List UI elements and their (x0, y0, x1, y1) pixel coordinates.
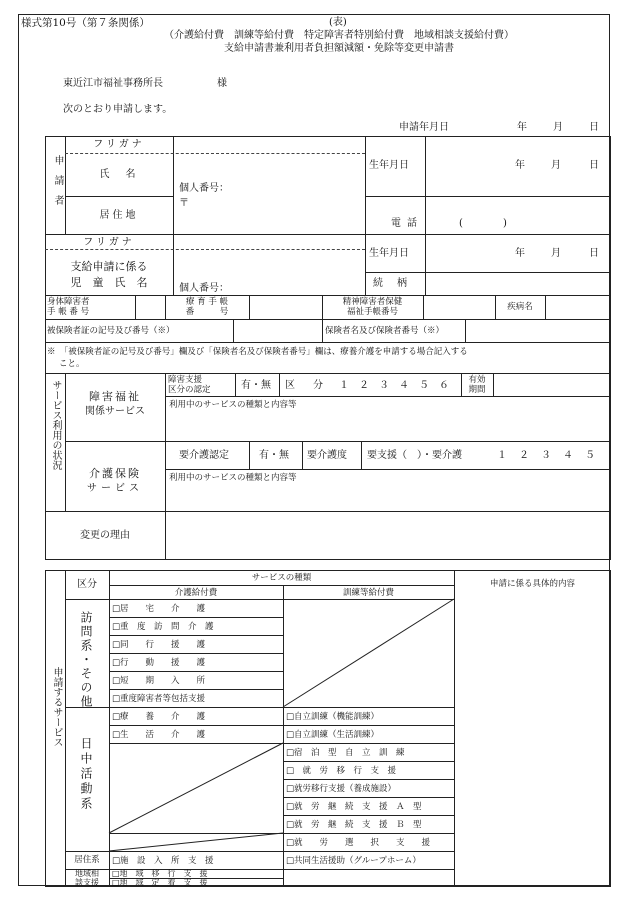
form-title: 支給申請書兼利用者負担額減額・免除等変更申請書 (224, 43, 454, 54)
care-level-5: ５ (585, 450, 595, 461)
child-birth-year: 年 (515, 248, 525, 259)
note-line-2: こと。 (59, 359, 85, 369)
care-degree-label: 要介護度 (307, 450, 347, 461)
services-side-label: 申請するサービス (51, 667, 62, 747)
day-training-item-2[interactable]: □自立訓練（生活訓練） (286, 730, 380, 740)
community-item-2[interactable]: □地 域 定 着 支 援 (112, 878, 208, 887)
care-level-2: ２ (519, 450, 529, 461)
kubun-header: 区分 (77, 579, 97, 590)
level-6: ６ (439, 380, 449, 391)
level-2: ２ (359, 380, 369, 391)
care-level-4: ４ (563, 450, 573, 461)
child-personal-number-label: 個人番号： (179, 283, 229, 294)
applicant-personal-number-label: 個人番号： (179, 183, 229, 194)
service-status-side-label: サービス利用の状況 (50, 380, 61, 470)
honorific: 様 (217, 78, 227, 89)
postal-mark: 〒 (179, 198, 189, 209)
date-month: 月 (553, 122, 563, 133)
child-name-label-1: 支給申請に係る (70, 260, 148, 273)
applicant-birth-day: 日 (589, 160, 599, 171)
day-care-item-1[interactable]: □療 養 介 護 (112, 712, 206, 722)
phone-paren-close: ) (503, 218, 507, 229)
visit-group-label: 訪問系・その他 (79, 611, 93, 709)
community-group-label-2: 談支援 (75, 878, 99, 887)
change-reason-label: 変更の理由 (80, 530, 130, 541)
applicant-birth-year: 年 (515, 160, 525, 171)
disability-cert-label-2: 区分の認定 (168, 385, 211, 395)
child-relation-label: 続 柄 (373, 278, 409, 289)
date-year: 年 (517, 122, 527, 133)
mental-handbook-label-2: 福祉手帳番号 (346, 307, 398, 317)
care-level-3: ３ (541, 450, 551, 461)
day-training-item-7[interactable]: □就 労 継 続 支 援 Ｂ 型 (286, 820, 422, 830)
addressee: 東近江市福祉事務所長 (63, 78, 163, 89)
table-label: (表) (329, 17, 347, 28)
level-1: １ (339, 380, 349, 391)
form-subtitle: （介護給付費 訓練等給付費 特定障害者特別給付費 地域相談支援給付費） (164, 30, 514, 41)
care-cert-label: 要介護認定 (179, 450, 229, 461)
applicant-name-label: 氏 名 (99, 169, 139, 180)
training-benefits-header: 訓練等給付費 (342, 588, 394, 598)
welfare-in-use-label: 利用中のサービスの種類と内容等 (169, 400, 297, 410)
valid-period-label-2: 期間 (468, 385, 486, 395)
child-name-label-2: 児 童 氏 名 (70, 276, 148, 289)
disability-cert-label-1: 障害支援 (168, 375, 203, 385)
detail-header: 申請に係る具体的内容 (489, 579, 575, 589)
applicant-group-label: 申請者 (52, 155, 63, 215)
date-day: 日 (589, 122, 599, 133)
care-insurance-label-1: 介護保険 (89, 467, 141, 480)
community-group-label-1: 地域相 (75, 869, 99, 878)
rehab-handbook-label-2: 番 号 (185, 307, 229, 317)
visit-item-2[interactable]: □重 度 訪 問 介 護 (112, 622, 214, 632)
applicant-address-label: 居住地 (99, 210, 139, 221)
valid-period-label-1: 有効 (468, 375, 486, 385)
level-5: ５ (419, 380, 429, 391)
application-form (18, 14, 610, 886)
care-in-use-label: 利用中のサービスの種類と内容等 (169, 473, 297, 483)
application-date-label: 申請年月日 (399, 122, 449, 133)
child-birth-month: 月 (551, 248, 561, 259)
intro-text: 次のとおり申請します。 (63, 104, 173, 115)
day-group-label: 日中活動系 (79, 737, 93, 812)
day-care-diagonal (109, 743, 283, 833)
form-number: 様式第10号（第７条関係） (21, 17, 150, 29)
service-types-header: サービスの種類 (251, 573, 312, 583)
rehab-handbook-label-1: 療 育 手 帳 (185, 297, 229, 307)
care-insurance-label-2: サービス (87, 483, 143, 494)
child-birth-label: 生年月日 (369, 248, 409, 259)
insured-number-label: 被保険者証の記号及び番号（※） (47, 326, 175, 336)
physical-handbook-label-1: 身体障害者 (47, 297, 90, 307)
visit-training-diagonal (283, 599, 454, 707)
visit-item-4[interactable]: □行 動 援 護 (112, 658, 206, 668)
applicant-furigana-label: フリガナ (93, 139, 145, 150)
support-care-label: 要支援（ ）・要介護 (367, 450, 462, 461)
note-line-1: ※ 「被保険者証の記号及び番号」欄及び「保険者名及び保険者番号」欄は、療養介護を申請する場合記入する (47, 347, 468, 357)
visit-item-5[interactable]: □短 期 入 所 (112, 676, 206, 686)
day-training-item-6[interactable]: □就 労 継 続 支 援 Ａ 型 (286, 802, 422, 812)
day-training-item-3[interactable]: □宿 泊 型 自 立 訓 練 (286, 748, 405, 758)
day-care-diagonal-2 (109, 833, 283, 851)
level-3: ３ (379, 380, 389, 391)
disability-cert-has-none: 有・無 (241, 380, 271, 391)
welfare-service-label-2: 関係サービス (85, 406, 145, 417)
child-furigana-label: フリガナ (83, 237, 135, 248)
residence-training-item[interactable]: □共同生活援助（グループホーム） (286, 856, 421, 866)
phone-paren-open: ( (459, 218, 463, 229)
day-training-item-4[interactable]: □ 就 労 移 行 支 援 (286, 766, 397, 776)
welfare-service-label-1: 障害福祉 (89, 390, 141, 403)
visit-item-3[interactable]: □同 行 援 護 (112, 640, 206, 650)
visit-item-1[interactable]: □居 宅 介 護 (112, 604, 206, 614)
level-4: ４ (399, 380, 409, 391)
applicant-birth-label: 生年月日 (369, 160, 409, 171)
applicant-birth-month: 月 (551, 160, 561, 171)
visit-item-6[interactable]: □重度障害者等包括支援 (112, 694, 206, 704)
insurer-label: 保険者名及び保険者番号（※） (325, 326, 445, 336)
phone-label: 電話 (391, 218, 423, 229)
child-birth-day: 日 (589, 248, 599, 259)
mental-handbook-label-1: 精神障害者保健 (342, 297, 403, 307)
residence-group-label: 居住系 (74, 855, 100, 865)
category-label: 区 分 (285, 380, 327, 391)
day-training-item-5[interactable]: □就労移行支援（養成施設） (286, 784, 397, 794)
care-level-1: １ (497, 450, 507, 461)
disease-label: 疾病名 (507, 302, 533, 312)
residence-care-item[interactable]: □施 設 入 所 支 援 (112, 856, 214, 866)
day-care-item-2[interactable]: □生 活 介 護 (112, 730, 206, 740)
community-item-1[interactable]: □地 域 移 行 支 援 (112, 869, 208, 878)
day-training-item-1[interactable]: □自立訓練（機能訓練） (286, 712, 380, 722)
physical-handbook-label-2: 手 帳 番 号 (47, 307, 90, 317)
care-cert-has-none: 有・無 (259, 450, 289, 461)
day-training-item-8[interactable]: □就 労 選 択 支 援 (286, 838, 431, 848)
care-benefits-header: 介護給付費 (174, 588, 218, 598)
